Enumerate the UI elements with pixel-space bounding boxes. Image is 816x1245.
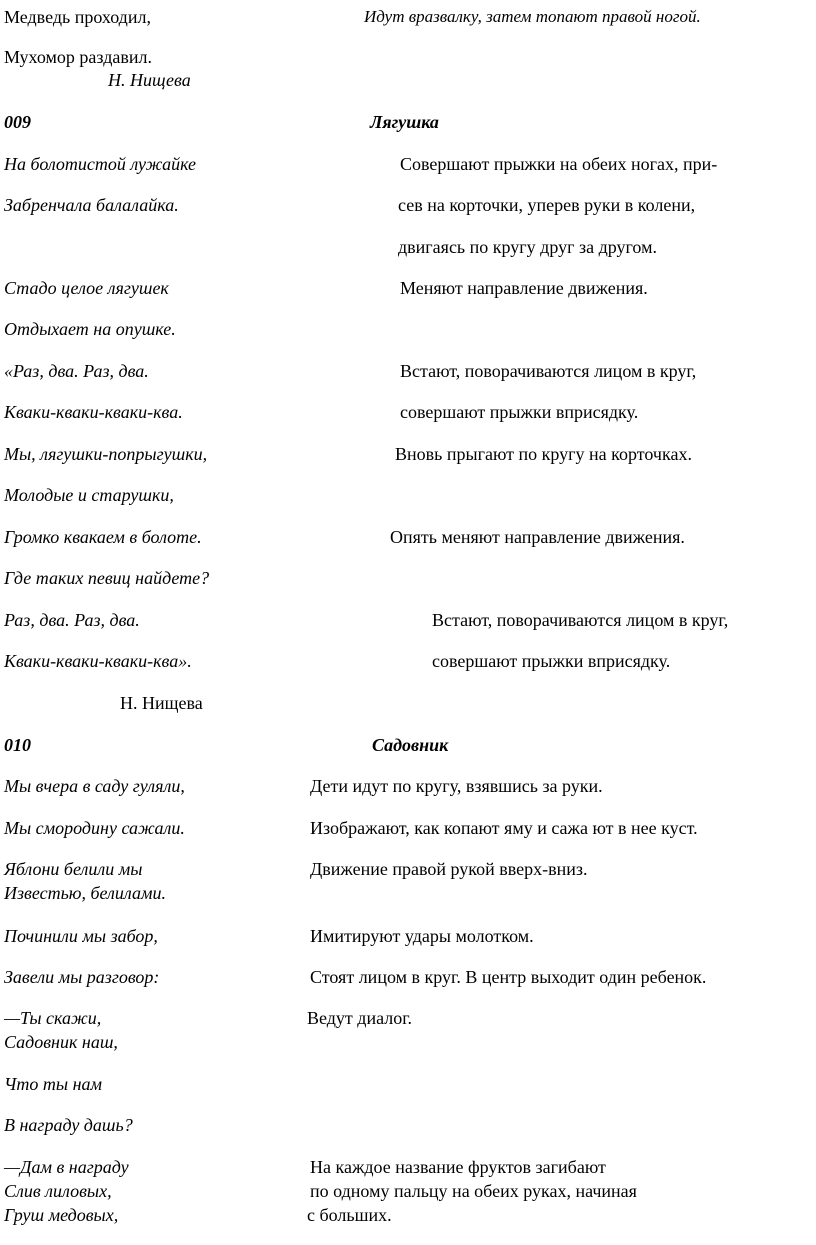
verse-line: Что ты нам [4, 1074, 103, 1094]
movement-line: Идут вразвалку, затем топают правой ногой. [364, 7, 701, 26]
verse-line: Яблони белили мы [4, 859, 143, 879]
movement-line: Имитируют удары молотком. [310, 926, 534, 946]
verse-line: Молодые и старушки, [4, 485, 174, 505]
verse-line: Починили мы забор, [4, 926, 158, 946]
verse-line: В награду дашь? [4, 1115, 133, 1135]
movement-line: Встают, поворачиваются лицом в круг, [400, 361, 697, 381]
movement-line: Дети идут по кругу, взявшись за руки. [310, 776, 603, 796]
game-number: 010 [4, 735, 31, 755]
verse-line: —Дам в награду [4, 1157, 129, 1177]
verse-line: Завели мы разговор: [4, 967, 160, 987]
movement-line: Меняют направление движения. [400, 278, 648, 298]
movement-line: с больших. [307, 1205, 392, 1225]
movement-line: Движение правой рукой вверх-вниз. [310, 859, 588, 879]
movement-line: Совершают прыжки на обеих ногах, при- [400, 154, 718, 174]
verse-line: Стадо целое лягушек [4, 278, 169, 298]
game-number: 009 [4, 112, 31, 132]
verse-line: Забренчала балалайка. [4, 195, 179, 215]
movement-line: Ведут диалог. [307, 1008, 413, 1028]
verse-line: Мы вчера в саду гуляли, [4, 776, 185, 796]
verse-line: Садовник наш, [4, 1032, 118, 1052]
movement-line: Встают, поворачиваются лицом в круг, [432, 610, 729, 630]
movement-line: двигаясь по кругу друг за другом. [398, 237, 657, 257]
author-name: Н. Нищева [108, 70, 191, 90]
verse-line: Громко квакаем в болоте. [4, 527, 202, 547]
movement-line: Стоят лицом в круг. В центр выходит один ребенок. [310, 967, 707, 987]
verse-line: На болотистой лужайке [4, 154, 197, 174]
verse-line: Груш медовых, [4, 1205, 119, 1225]
movement-line: На каждое название фруктов загибают [310, 1157, 606, 1177]
author-name: Н. Нищева [120, 693, 203, 713]
movement-line: Опять меняют направление движения. [390, 527, 685, 547]
verse-line: —Ты скажи, [4, 1008, 102, 1028]
movement-line: сев на корточки, уперев руки в колени, [398, 195, 696, 215]
game-title: Садовник [372, 735, 449, 755]
verse-line: Кваки-кваки-кваки-ква. [4, 402, 183, 422]
verse-line: Отдыхает на опушке. [4, 319, 176, 339]
verse-line: Раз, два. Раз, два. [4, 610, 140, 630]
verse-line: «Раз, два. Раз, два. [4, 361, 149, 381]
movement-line: по одному пальцу на обеих руках, начиная [310, 1181, 637, 1201]
verse-line: Где таких певиц найдете? [4, 568, 210, 588]
game-title: Лягушка [370, 112, 439, 132]
verse-line: Мы, лягушки-попрыгушки, [4, 444, 208, 464]
verse-line: Слив лиловых, [4, 1181, 112, 1201]
verse-line: Мухомор раздавил. [4, 47, 152, 67]
verse-line: Медведь проходил, [4, 7, 151, 27]
movement-line: совершают прыжки вприсядку. [432, 651, 671, 671]
movement-line: совершают прыжки вприсядку. [400, 402, 639, 422]
verse-line: Известью, белилами. [4, 883, 166, 903]
movement-line: Вновь прыгают по кругу на корточках. [395, 444, 692, 464]
movement-line: Изображают, как копают яму и сажа ют в нее куст. [310, 818, 698, 838]
verse-line: Кваки-кваки-кваки-ква». [4, 651, 192, 671]
verse-line: Мы смородину сажали. [4, 818, 185, 838]
